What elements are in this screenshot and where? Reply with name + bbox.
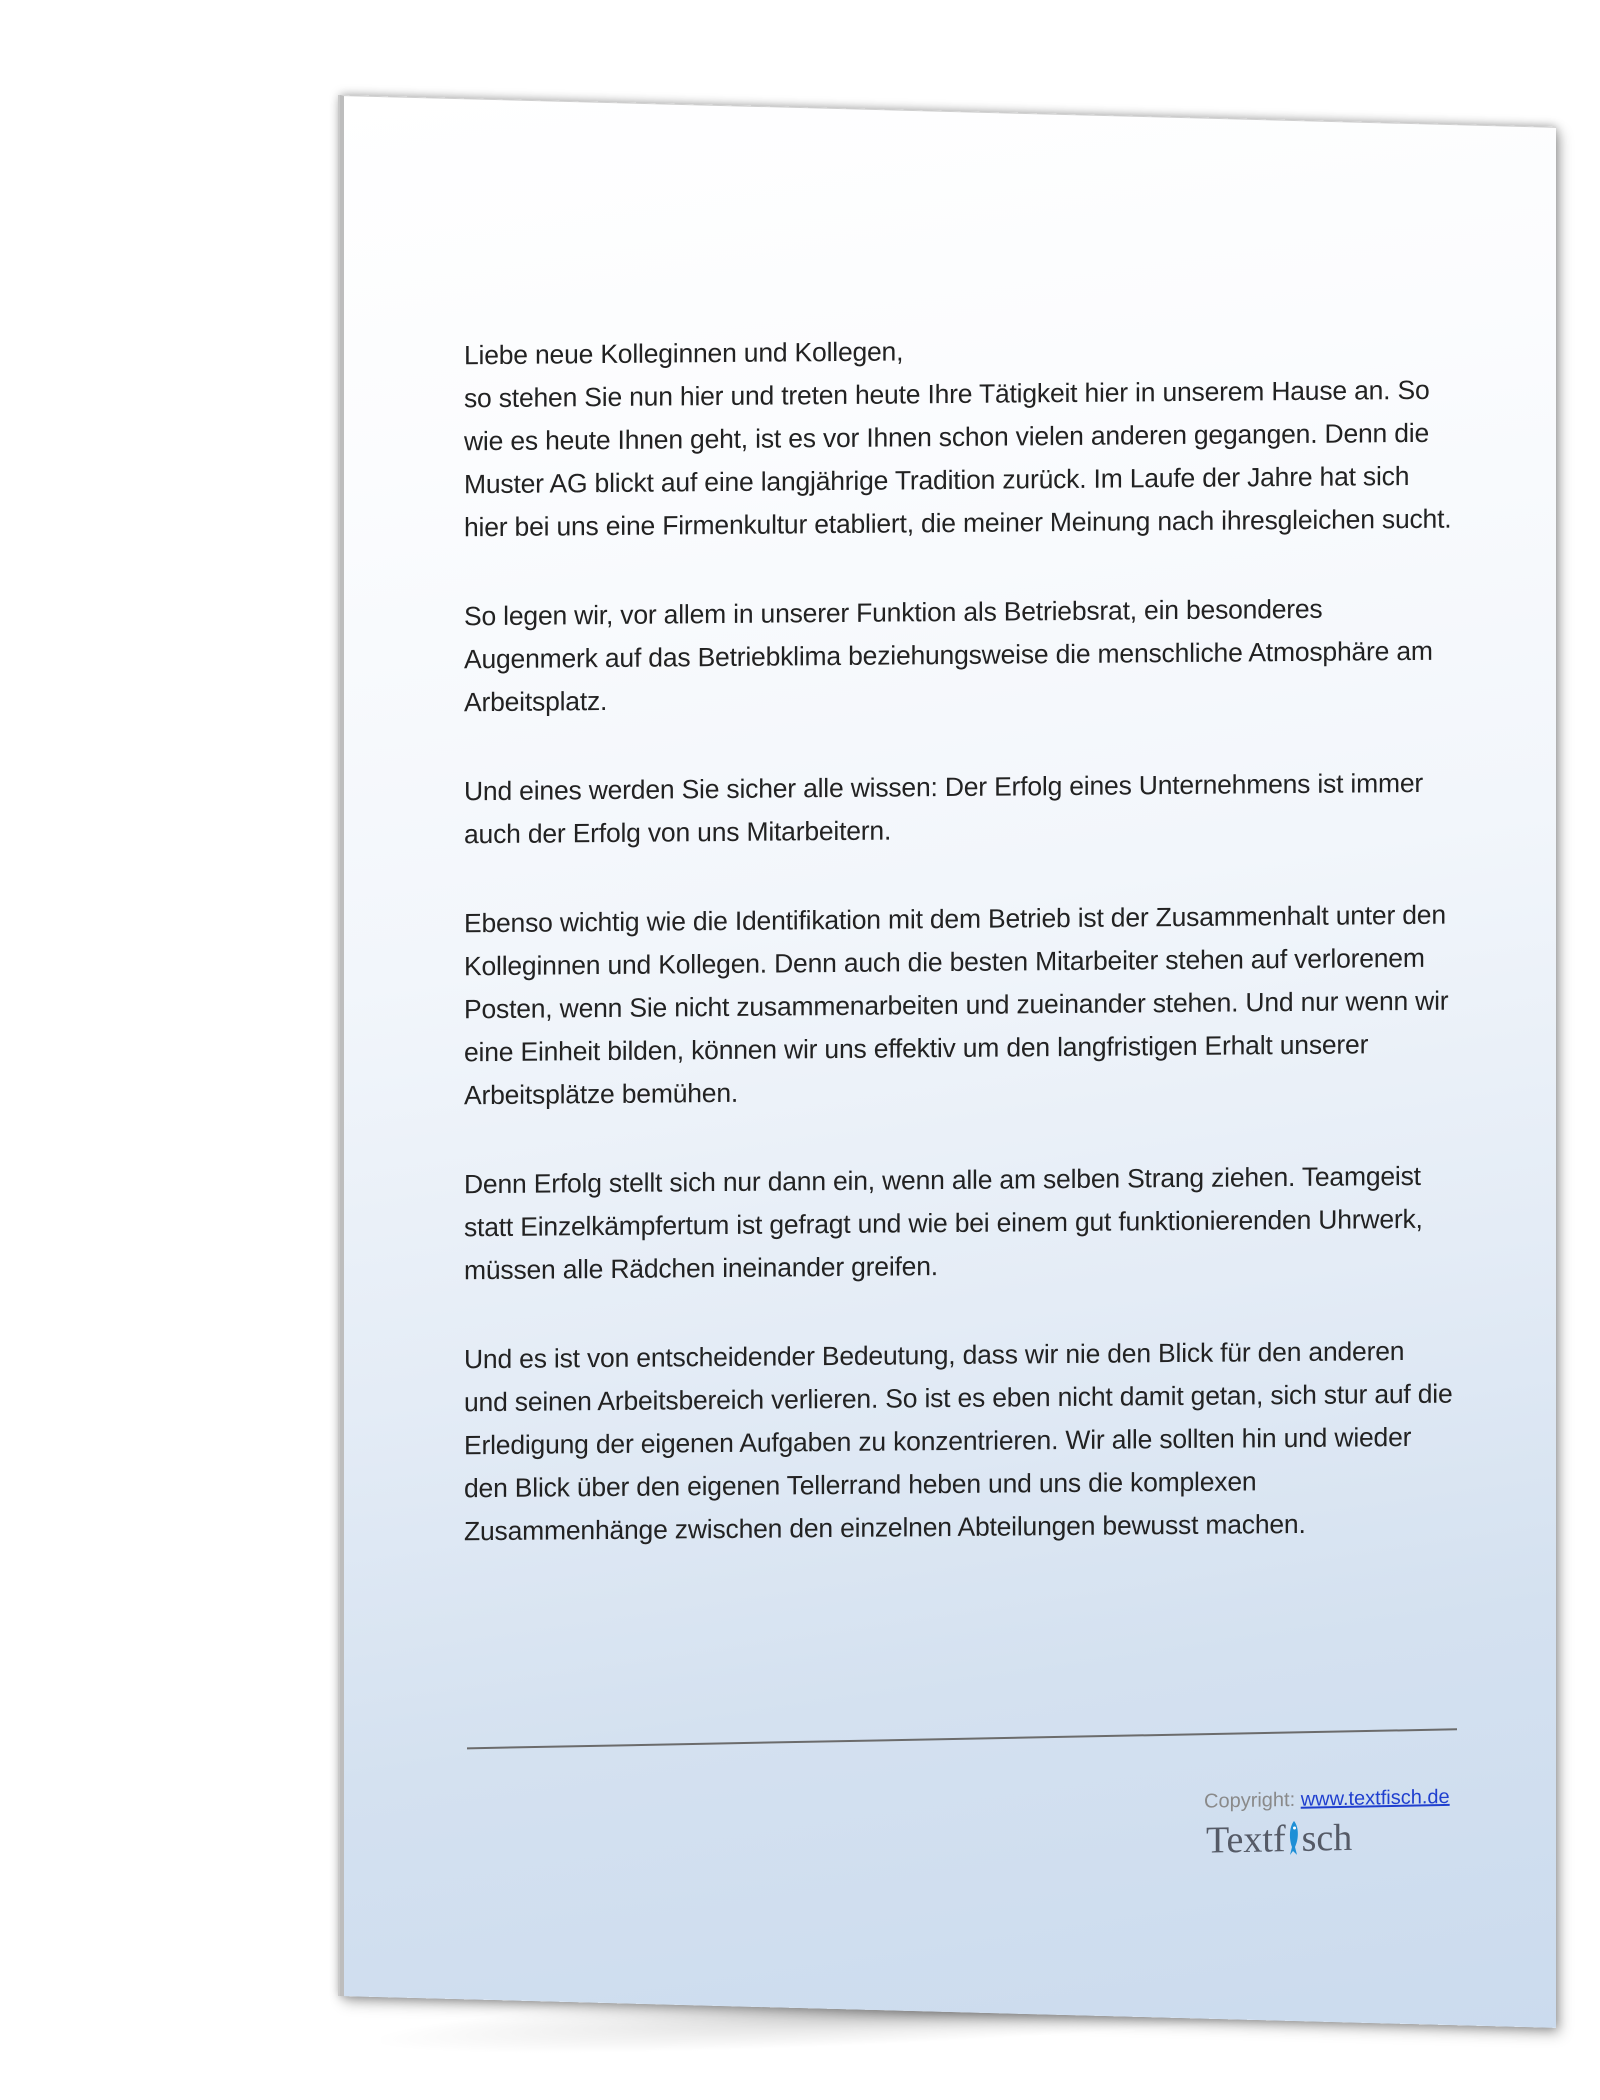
logo-text-prefix: Textf: [1206, 1818, 1286, 1862]
copyright-label: Copyright:: [1204, 1788, 1296, 1813]
paragraph-1: so stehen Sie nun hier und treten heute Ihre Tätigkeit hier in unserem Hause an. So wie es heute Ihnen geht, ist es vor Ihnen schon vielen anderen gegangen. Denn die Muster AG blickt auf eine langjährige Tradition zurück. Im Laufe der Jahre hat sich hier bei uns eine Firmenkultur etabliert, die meiner Meinung nach ihresgleichen sucht.: [464, 374, 1452, 543]
paragraph-6: Und es ist von entscheidender Bedeutung, dass wir nie den Blick für den anderen und seinen Arbeitsbereich verlieren. So ist es eben nicht damit getan, sich stur auf die Erledigung der eigenen Aufgaben zu konzentrieren. Wir alle sollten hin und wieder den Blick über den eigenen Tellerrand heben und uns die komplexen Zusammenhänge zwischen den einzelnen Abteilungen bewusst machen.: [464, 1336, 1453, 1547]
logo-text-suffix: sch: [1301, 1816, 1353, 1860]
paragraph-4: Ebenso wichtig wie die Identifikation mit dem Betrieb ist der Zusammenhalt unter den Kolleginnen und Kollegen. Denn auch die besten Mitarbeiter stehen auf verlorenem Posten, wenn Sie nicht zusammenarbeiten und zueinander stehen. Und nur wenn wir eine Einheit bilden, können wir uns effektiv um den langfristigen Erhalt unserer Arbeitsplätze bemühen.: [464, 899, 1449, 1111]
footer-divider: [467, 1728, 1457, 1749]
copyright-notice: [1204, 1786, 1450, 1814]
copyright-link[interactable]: www.textfisch.de: [1300, 1785, 1450, 1811]
fish-icon: [1286, 1817, 1302, 1857]
paragraph-2: So legen wir, vor allem in unserer Funktion als Betriebsrat, ein besonderes Augenmerk auf das Betriebklima beziehungsweise die menschliche Atmosphäre am Arbeitsplatz.: [464, 593, 1433, 718]
letter-body: [464, 326, 1454, 1600]
letter-salutation: Liebe neue Kolleginnen und Kollegen,: [464, 336, 904, 371]
paragraph-3: Und eines werden Sie sicher alle wissen: Der Erfolg eines Unternehmens ist immer auch der Erfolg von uns Mitarbeitern.: [464, 767, 1424, 850]
document-page: [340, 95, 1556, 2028]
paragraph-5: Denn Erfolg stellt sich nur dann ein, wenn alle am selben Strang ziehen. Teamgeist statt Einzelkämpfertum ist gefragt und wie bei einem gut funktionierenden Uhrwerk, müssen alle Rädchen ineinander greifen.: [464, 1160, 1423, 1286]
textfisch-logo: [1206, 1816, 1352, 1863]
